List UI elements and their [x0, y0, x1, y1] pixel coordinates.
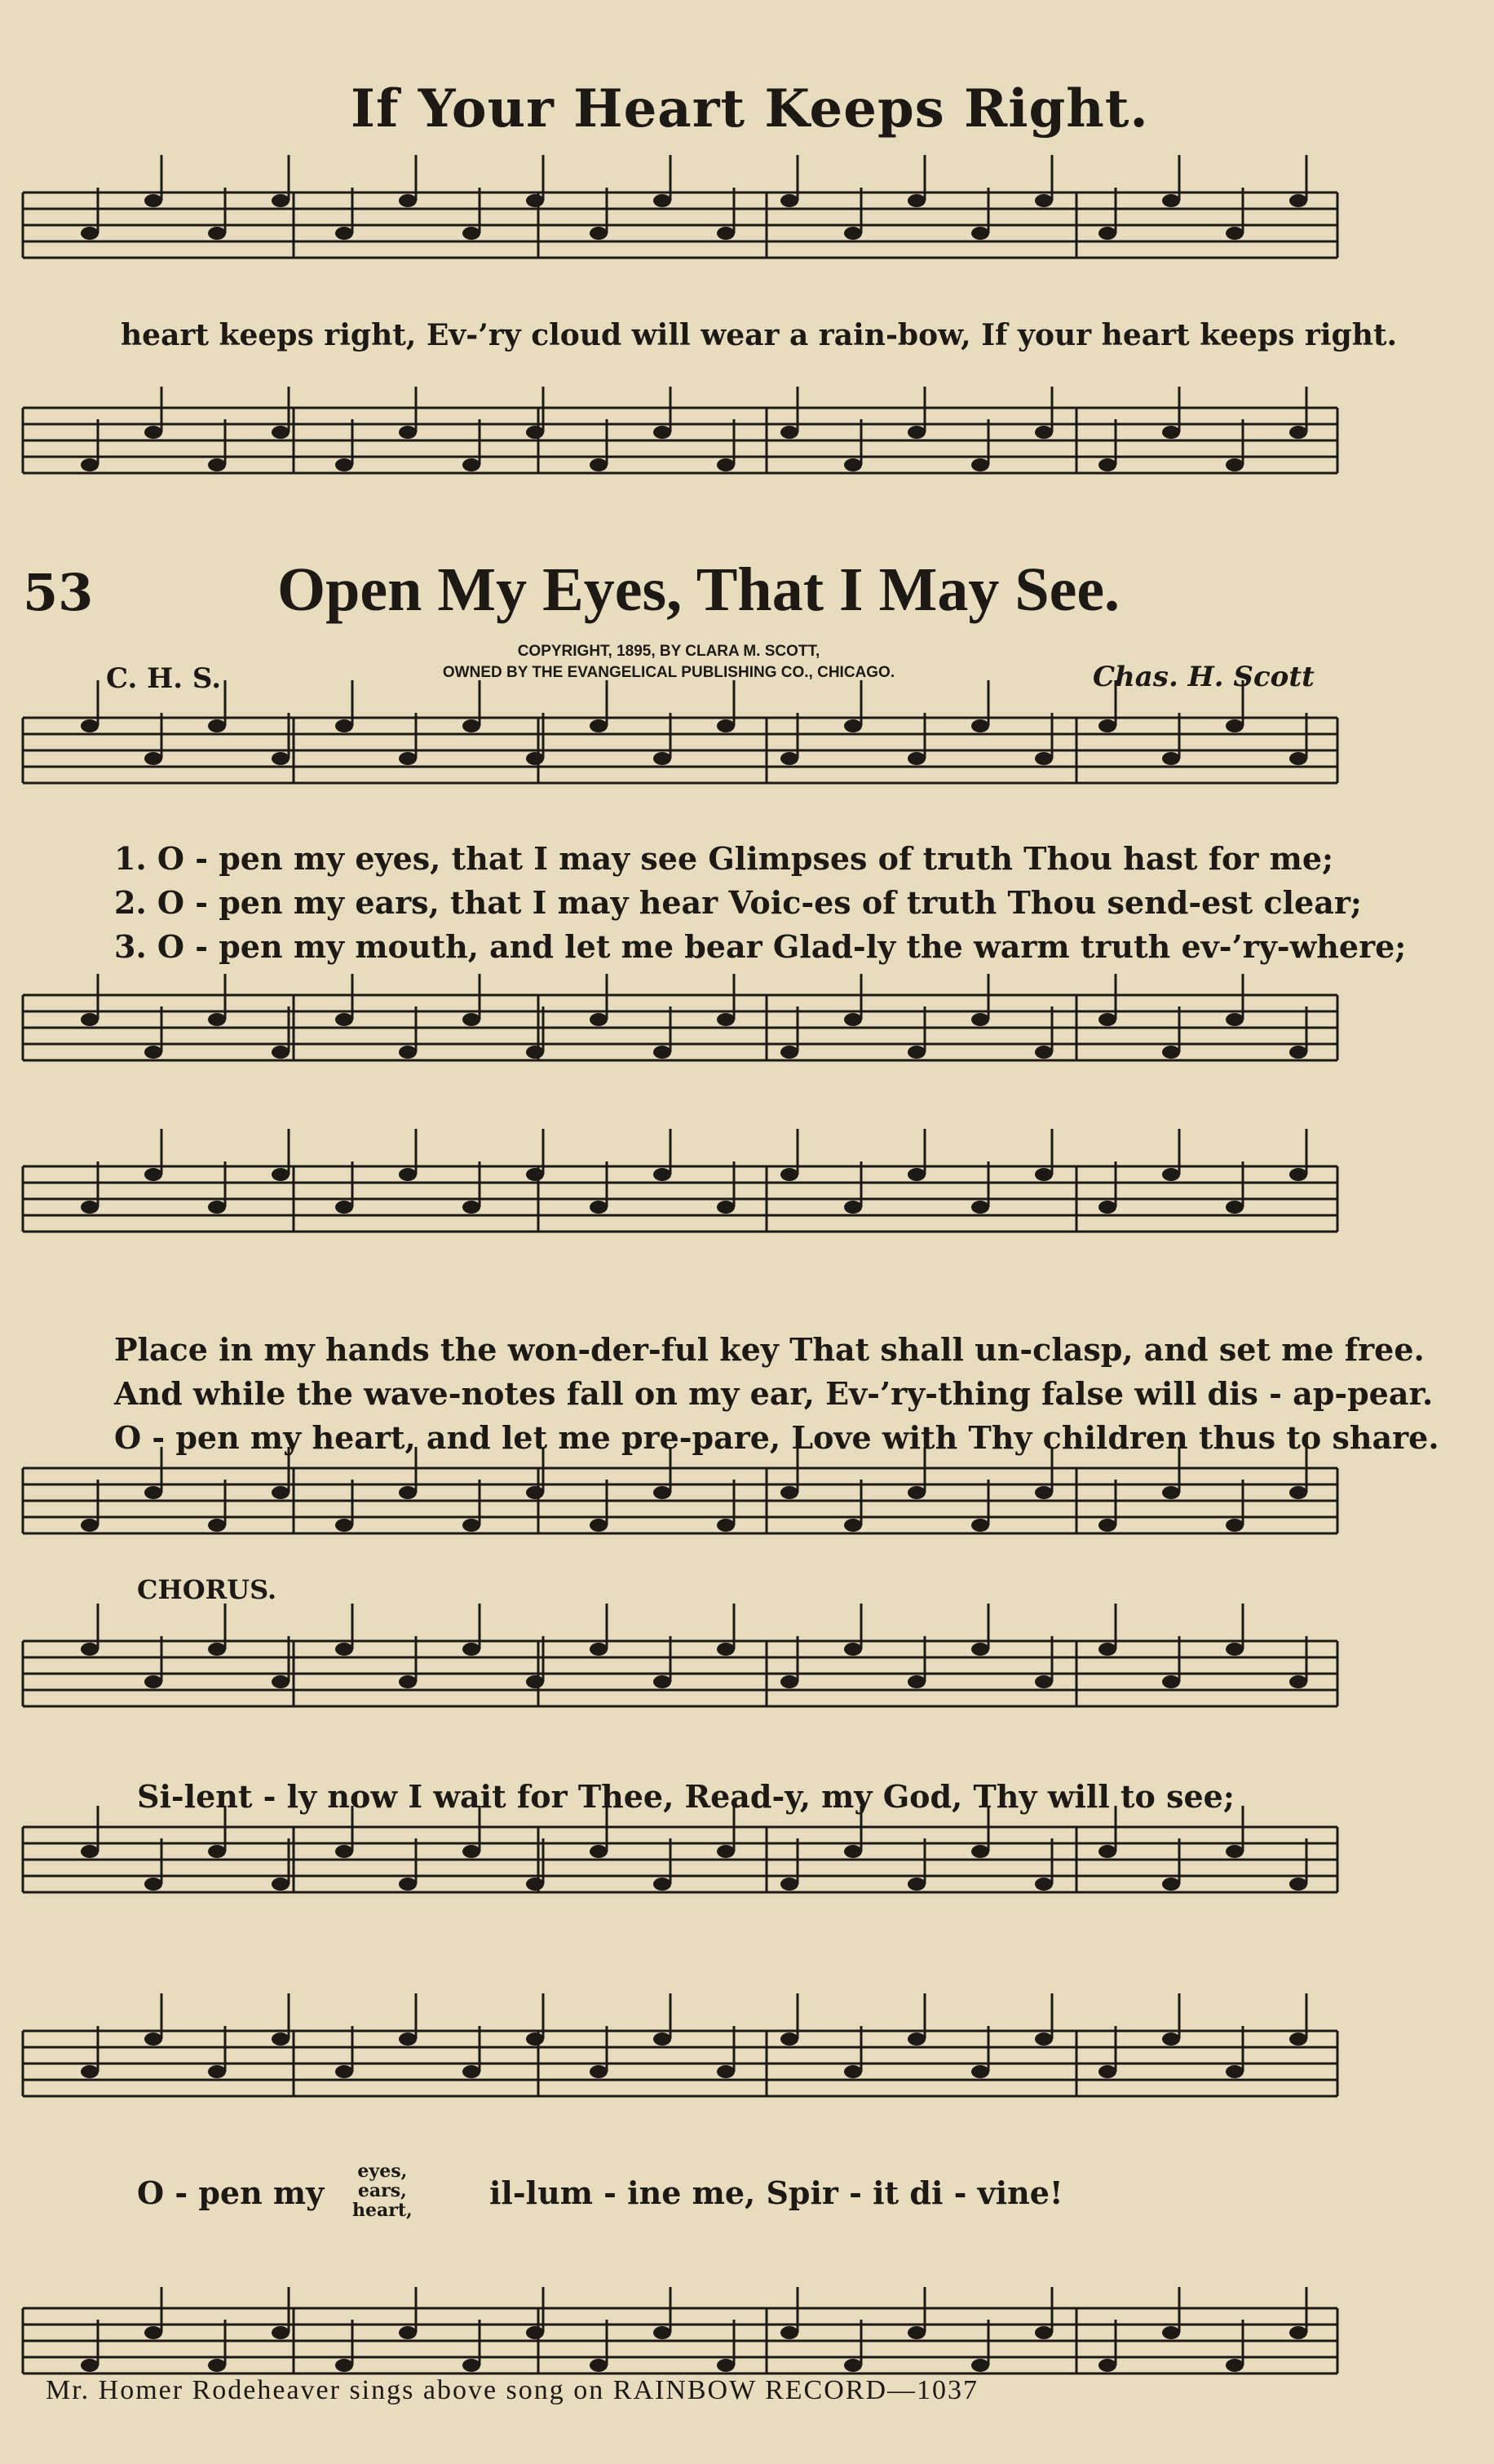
note-head	[1098, 1845, 1116, 1858]
verse-1-line-b: Place in my hands the won-der-ful key That shall un-clasp, and set me free.	[114, 1331, 1425, 1368]
note-head	[1162, 1878, 1180, 1891]
note-head	[526, 1168, 544, 1181]
note-head	[1098, 719, 1116, 732]
note-head	[1035, 194, 1053, 207]
note-head	[780, 1046, 798, 1059]
note-head	[399, 752, 417, 765]
note-head	[399, 1675, 417, 1688]
note-head	[272, 2326, 290, 2339]
note-head	[462, 1845, 480, 1858]
note-head	[590, 458, 608, 471]
note-head	[1035, 426, 1053, 439]
note-head	[971, 227, 989, 240]
note-head	[81, 1519, 99, 1532]
note-head	[971, 2359, 989, 2372]
note-head	[399, 2326, 417, 2339]
note-head	[717, 227, 735, 240]
note-head	[590, 1013, 608, 1026]
note-head	[844, 1643, 862, 1656]
note-head	[971, 1643, 989, 1656]
note-head	[653, 1486, 671, 1499]
note-head	[1098, 458, 1116, 471]
note-head	[399, 2033, 417, 2046]
note-head	[717, 2359, 735, 2372]
hymn-number: 53	[23, 563, 94, 622]
note-head	[717, 1201, 735, 1214]
note-head	[1098, 1201, 1116, 1214]
note-head	[272, 426, 290, 439]
note-head	[208, 1013, 226, 1026]
note-head	[590, 2359, 608, 2372]
hymn-title: Open My Eyes, That I May See.	[277, 555, 1120, 624]
note-head	[971, 719, 989, 732]
note-head	[653, 1168, 671, 1181]
note-head	[208, 1643, 226, 1656]
note-head	[1162, 2326, 1180, 2339]
verse-3-line-a: 3. O - pen my mouth, and let me bear Glad-ly the warm truth ev-’ry-where;	[114, 928, 1407, 965]
note-head	[208, 719, 226, 732]
note-head	[526, 2326, 544, 2339]
note-head	[844, 1013, 862, 1026]
note-head	[144, 1168, 162, 1181]
note-head	[335, 1845, 353, 1858]
verse-2-line-b: And while the wave-notes fall on my ear, Ev-’ry-thing false will dis - ap-pear.	[114, 1375, 1434, 1412]
note-head	[1289, 1878, 1307, 1891]
note-head	[717, 2065, 735, 2078]
composer-credit: Chas. H. Scott	[1093, 661, 1315, 693]
chorus-word-options: eyes, ears, heart,	[352, 2161, 413, 2221]
note-head	[335, 458, 353, 471]
note-head	[653, 1675, 671, 1688]
note-head	[780, 1878, 798, 1891]
note-head	[780, 1675, 798, 1688]
note-head	[1035, 2033, 1053, 2046]
note-head	[780, 752, 798, 765]
note-head	[526, 2033, 544, 2046]
note-head	[144, 1878, 162, 1891]
note-head	[462, 2359, 480, 2372]
note-head	[335, 227, 353, 240]
note-head	[1098, 1519, 1116, 1532]
note-head	[1226, 1013, 1244, 1026]
note-head	[1226, 1643, 1244, 1656]
note-head	[208, 1845, 226, 1858]
note-head	[526, 1675, 544, 1688]
note-head	[208, 1201, 226, 1214]
note-head	[526, 194, 544, 207]
note-head	[1035, 752, 1053, 765]
note-head	[335, 1643, 353, 1656]
note-head	[1098, 2359, 1116, 2372]
note-head	[81, 1201, 99, 1214]
note-head	[844, 2359, 862, 2372]
note-head	[1289, 194, 1307, 207]
previous-song-lyric: heart keeps right, Ev-’ry cloud will wear a rain-bow, If your heart keeps right.	[121, 318, 1398, 352]
note-head	[1289, 1486, 1307, 1499]
note-head	[717, 1519, 735, 1532]
note-head	[335, 1201, 353, 1214]
note-head	[144, 1046, 162, 1059]
note-head	[908, 2033, 926, 2046]
note-head	[462, 2065, 480, 2078]
note-head	[908, 194, 926, 207]
note-head	[335, 719, 353, 732]
note-head	[81, 227, 99, 240]
note-head	[1226, 1845, 1244, 1858]
note-head	[653, 2033, 671, 2046]
note-head	[653, 1046, 671, 1059]
note-head	[81, 1013, 99, 1026]
note-head	[971, 1519, 989, 1532]
note-head	[272, 1486, 290, 1499]
note-head	[144, 752, 162, 765]
note-head	[717, 1845, 735, 1858]
note-head	[971, 1201, 989, 1214]
note-head	[144, 2326, 162, 2339]
note-head	[1035, 1486, 1053, 1499]
note-head	[144, 1675, 162, 1688]
note-head	[1162, 1168, 1180, 1181]
note-head	[780, 2033, 798, 2046]
note-head	[1289, 1168, 1307, 1181]
chorus-line-1: Si-lent - ly now I wait for Thee, Read-y, my God, Thy will to see;	[137, 1778, 1235, 1815]
note-head	[780, 2326, 798, 2339]
note-head	[144, 1486, 162, 1499]
note-head	[399, 194, 417, 207]
note-head	[81, 2359, 99, 2372]
note-head	[844, 1201, 862, 1214]
note-head	[1035, 1878, 1053, 1891]
note-head	[1289, 752, 1307, 765]
note-head	[1162, 752, 1180, 765]
note-head	[908, 1878, 926, 1891]
note-head	[971, 458, 989, 471]
note-head	[272, 1878, 290, 1891]
note-head	[590, 1201, 608, 1214]
note-head	[272, 1046, 290, 1059]
note-head	[590, 2065, 608, 2078]
note-head	[526, 426, 544, 439]
note-head	[526, 1878, 544, 1891]
note-head	[144, 2033, 162, 2046]
note-head	[1162, 1486, 1180, 1499]
note-head	[780, 1486, 798, 1499]
note-head	[908, 1675, 926, 1688]
note-head	[908, 1168, 926, 1181]
note-head	[590, 227, 608, 240]
note-head	[144, 426, 162, 439]
note-head	[717, 1013, 735, 1026]
note-head	[653, 752, 671, 765]
note-head	[844, 458, 862, 471]
note-head	[81, 1845, 99, 1858]
note-head	[1162, 1046, 1180, 1059]
note-head	[908, 2326, 926, 2339]
note-head	[272, 2033, 290, 2046]
note-head	[653, 1878, 671, 1891]
note-head	[1289, 426, 1307, 439]
note-head	[335, 1519, 353, 1532]
note-head	[1098, 227, 1116, 240]
note-head	[1035, 1168, 1053, 1181]
previous-song-title: If Your Heart Keeps Right.	[351, 78, 1149, 139]
note-head	[399, 1046, 417, 1059]
note-head	[1289, 1046, 1307, 1059]
note-head	[1289, 1675, 1307, 1688]
lyricist-credit: C. H. S.	[106, 662, 222, 695]
verse-1-line-a: 1. O - pen my eyes, that I may see Glimpses of truth Thou hast for me;	[114, 840, 1334, 877]
note-head	[1035, 2326, 1053, 2339]
note-head	[1162, 426, 1180, 439]
note-head	[1162, 1675, 1180, 1688]
note-head	[590, 1845, 608, 1858]
note-head	[844, 719, 862, 732]
note-head	[971, 1013, 989, 1026]
note-head	[462, 227, 480, 240]
note-head	[717, 1643, 735, 1656]
note-head	[780, 194, 798, 207]
verse-3-line-b: O - pen my heart, and let me pre-pare, Love with Thy children thus to share.	[114, 1419, 1439, 1456]
note-head	[1035, 1675, 1053, 1688]
note-head	[208, 1519, 226, 1532]
note-head	[81, 2065, 99, 2078]
note-head	[717, 458, 735, 471]
note-head	[1289, 2326, 1307, 2339]
note-head	[272, 1168, 290, 1181]
note-head	[81, 719, 99, 732]
note-head	[399, 426, 417, 439]
note-head	[272, 1675, 290, 1688]
note-head	[1098, 1643, 1116, 1656]
note-head	[844, 2065, 862, 2078]
chorus-label: CHORUS.	[137, 1574, 277, 1605]
note-head	[399, 1878, 417, 1891]
note-head	[399, 1168, 417, 1181]
note-head	[1035, 1046, 1053, 1059]
note-head	[1226, 458, 1244, 471]
note-head	[1289, 2033, 1307, 2046]
note-head	[462, 1013, 480, 1026]
note-head	[335, 2359, 353, 2372]
note-head	[653, 194, 671, 207]
note-head	[526, 1486, 544, 1499]
note-head	[844, 1845, 862, 1858]
note-head	[780, 426, 798, 439]
record-footer-note: Mr. Homer Rodeheaver sings above song on RAINBOW RECORD—1037	[46, 2375, 979, 2405]
note-head	[81, 1643, 99, 1656]
note-head	[526, 752, 544, 765]
note-head	[462, 458, 480, 471]
note-head	[971, 1845, 989, 1858]
note-head	[462, 1643, 480, 1656]
note-head	[590, 719, 608, 732]
note-head	[462, 719, 480, 732]
note-head	[1226, 1201, 1244, 1214]
note-head	[272, 752, 290, 765]
note-head	[590, 1643, 608, 1656]
note-head	[1226, 227, 1244, 240]
note-head	[844, 1519, 862, 1532]
note-head	[908, 426, 926, 439]
note-head	[1098, 2065, 1116, 2078]
copyright-notice: COPYRIGHT, 1895, BY CLARA M. SCOTT, OWNED BY THE EVANGELICAL PUBLISHING CO., CHICAGO.	[442, 643, 895, 681]
note-head	[908, 752, 926, 765]
note-head	[653, 426, 671, 439]
note-head	[590, 1519, 608, 1532]
note-head	[844, 227, 862, 240]
note-head	[908, 1046, 926, 1059]
verse-2-line-a: 2. O - pen my ears, that I may hear Voic-es of truth Thou send-est clear;	[114, 884, 1362, 921]
note-head	[208, 458, 226, 471]
note-head	[971, 2065, 989, 2078]
note-head	[208, 2065, 226, 2078]
note-head	[272, 194, 290, 207]
note-head	[1162, 194, 1180, 207]
note-head	[908, 1486, 926, 1499]
note-head	[208, 227, 226, 240]
note-head	[780, 1168, 798, 1181]
note-head	[1162, 2033, 1180, 2046]
note-head	[144, 194, 162, 207]
note-head	[208, 2359, 226, 2372]
note-head	[526, 1046, 544, 1059]
note-head	[81, 458, 99, 471]
note-head	[1098, 1013, 1116, 1026]
note-head	[462, 1519, 480, 1532]
note-head	[1226, 719, 1244, 732]
chorus-line-2a: O - pen my	[137, 2174, 325, 2211]
note-head	[335, 1013, 353, 1026]
chorus-line-2b: il-lum - ine me, Spir - it di - vine!	[489, 2174, 1063, 2211]
note-head	[653, 2326, 671, 2339]
note-head	[399, 1486, 417, 1499]
note-head	[335, 2065, 353, 2078]
note-head	[462, 1201, 480, 1214]
note-head	[1226, 2065, 1244, 2078]
note-head	[1226, 1519, 1244, 1532]
note-head	[717, 719, 735, 732]
note-head	[1226, 2359, 1244, 2372]
